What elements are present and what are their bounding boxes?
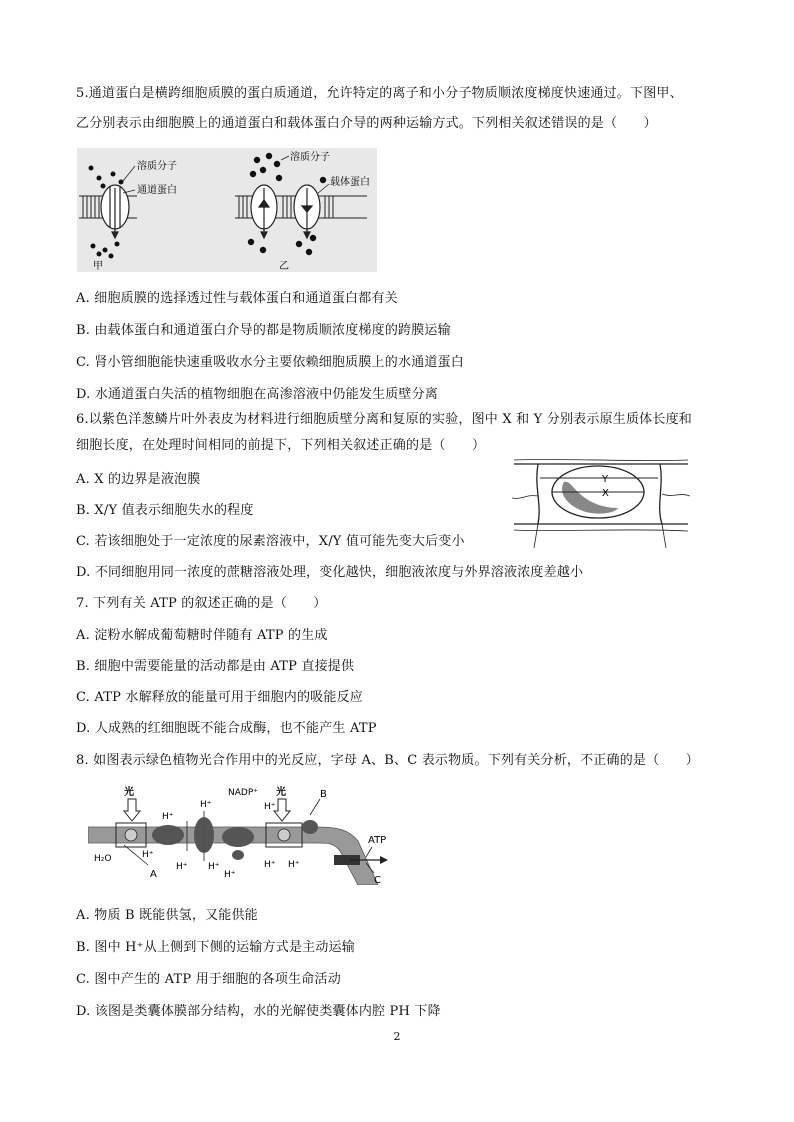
atp-label: ATP xyxy=(368,835,387,846)
a-label: A xyxy=(150,869,157,880)
h-label: H⁺ xyxy=(162,812,174,822)
c-label: C xyxy=(374,875,381,885)
q8-option-c: C. 图中产生的 ATP 用于细胞的各项生命活动 xyxy=(76,972,341,987)
q7-option-a: A. 淀粉水解成葡萄糖时伴随有 ATP 的生成 xyxy=(76,628,328,643)
q6-stem-line1: 6.以紫色洋葱鳞片叶外表皮为材料进行细胞质壁分离和复原的实验，图中 X 和 Y 分别表示原生质体长度和 xyxy=(76,412,692,427)
plastocyanin xyxy=(232,850,244,860)
q6-stem-line2: 细胞长度，在处理时间相同的前提下，下列相关叙述正确的是（ ） xyxy=(76,438,486,453)
complex-ellipse xyxy=(152,825,184,845)
q5-option-a: A. 细胞质膜的选择透过性与载体蛋白和通道蛋白都有关 xyxy=(76,291,398,306)
h-label: H⁺ xyxy=(264,860,276,870)
q8-figure xyxy=(88,785,400,885)
q7-option-d: D. 人成熟的红细胞既不能合成酶，也不能产生 ATP xyxy=(76,721,377,736)
q6-option-d: D. 不同细胞用同一浓度的蔗糖溶液处理，变化越快，细胞液浓度与外界溶液浓度差越小 xyxy=(76,565,584,580)
leader-line xyxy=(281,156,289,160)
page-number: 2 xyxy=(393,1030,401,1043)
q5-option-b: B. 由载体蛋白和通道蛋白介导的都是物质顺浓度梯度的跨膜运输 xyxy=(76,323,451,338)
light-label-1: 光 xyxy=(124,787,134,798)
q6-cell-drawing xyxy=(512,458,690,550)
b-label: B xyxy=(320,789,327,800)
q8-option-a: A. 物质 B 既能供氢，又能供能 xyxy=(76,908,258,923)
leader-line xyxy=(123,166,135,181)
q5-figure-drawing xyxy=(77,148,377,272)
h-label: H⁺ xyxy=(288,860,300,870)
light-arrow-2 xyxy=(274,799,290,821)
b-leader xyxy=(310,799,320,815)
photosystem-2-core xyxy=(125,829,137,841)
channel-protein-label: 通道蛋白 xyxy=(137,185,177,196)
photosystem-1-core xyxy=(278,829,290,841)
q6-option-a: A. X 的边界是液泡膜 xyxy=(76,472,201,487)
q5-option-d: D. 水通道蛋白失活的植物细胞在高渗溶液中仍能发生质壁分离 xyxy=(76,387,439,402)
atp-arrowhead xyxy=(380,856,388,864)
q8-stem: 8. 如图表示绿色植物光合作用中的光反应，字母 A、B、C 表示物质。下列有关分析，不正确的是（ ） xyxy=(76,753,699,768)
q5-option-c: C. 肾小管细胞能快速重吸收水分主要依赖细胞质膜上的水通道蛋白 xyxy=(76,355,464,370)
channel-solute-label: 溶质分子 xyxy=(137,161,177,172)
q5-stem-line1: 5.通道蛋白是横跨细胞质膜的蛋白质通道，允许特定的离子和小分子物质顺浓度梯度快速通过。下图甲、 xyxy=(76,86,683,101)
light-arrow-1 xyxy=(124,799,140,821)
q5-figure xyxy=(77,148,377,272)
q7-option-c: C. ATP 水解释放的能量可用于细胞内的吸能反应 xyxy=(76,690,363,705)
q6-option-b: B. X/Y 值表示细胞失水的程度 xyxy=(76,503,254,518)
q6-figure xyxy=(512,458,690,550)
q8-option-b: B. 图中 H⁺从上侧到下侧的运输方式是主动运输 xyxy=(76,940,355,955)
carrier-protein xyxy=(251,185,320,238)
q8-thylakoid-drawing xyxy=(88,785,400,885)
carrier-solute-label: 溶质分子 xyxy=(290,152,330,163)
h-label: H⁺ xyxy=(224,870,236,880)
q7-stem: 7. 下列有关 ATP 的叙述正确的是（ ） xyxy=(76,596,327,611)
h2o-label: H₂O xyxy=(94,854,112,864)
figure-caption-yi: 乙 xyxy=(279,261,289,272)
q6-option-c: C. 若该细胞处于一定浓度的尿素溶液中，X/Y 值可能先变大后变小 xyxy=(76,534,465,549)
h-label: H⁺ xyxy=(208,862,220,872)
label-y: Y xyxy=(602,474,609,485)
q8-option-d: D. 该图是类囊体膜部分结构，水的光解使类囊体内腔 PH 下降 xyxy=(76,1004,441,1019)
ferredoxin xyxy=(302,820,318,834)
label-x: X xyxy=(602,488,609,499)
carrier-protein-label: 载体蛋白 xyxy=(330,177,370,188)
q5-stem-line2: 乙分别表示由细胞膜上的通道蛋白和载体蛋白介导的两种运输方式。下列相关叙述错误的是（ ） xyxy=(76,116,657,131)
h-label: H⁺ xyxy=(176,862,188,872)
figure-caption-jia: 甲 xyxy=(93,261,103,272)
leader-line xyxy=(317,184,329,194)
h-label: H⁺ xyxy=(142,850,154,860)
atp-leader xyxy=(366,847,372,857)
h-label: H⁺ xyxy=(200,800,212,810)
nadp-label: NADP⁺ xyxy=(228,788,258,798)
h-label: H⁺ xyxy=(264,802,276,812)
q7-option-b: B. 细胞中需要能量的活动都是由 ATP 直接提供 xyxy=(76,659,355,674)
light-label-2: 光 xyxy=(276,787,286,798)
complex-ellipse xyxy=(222,827,254,847)
